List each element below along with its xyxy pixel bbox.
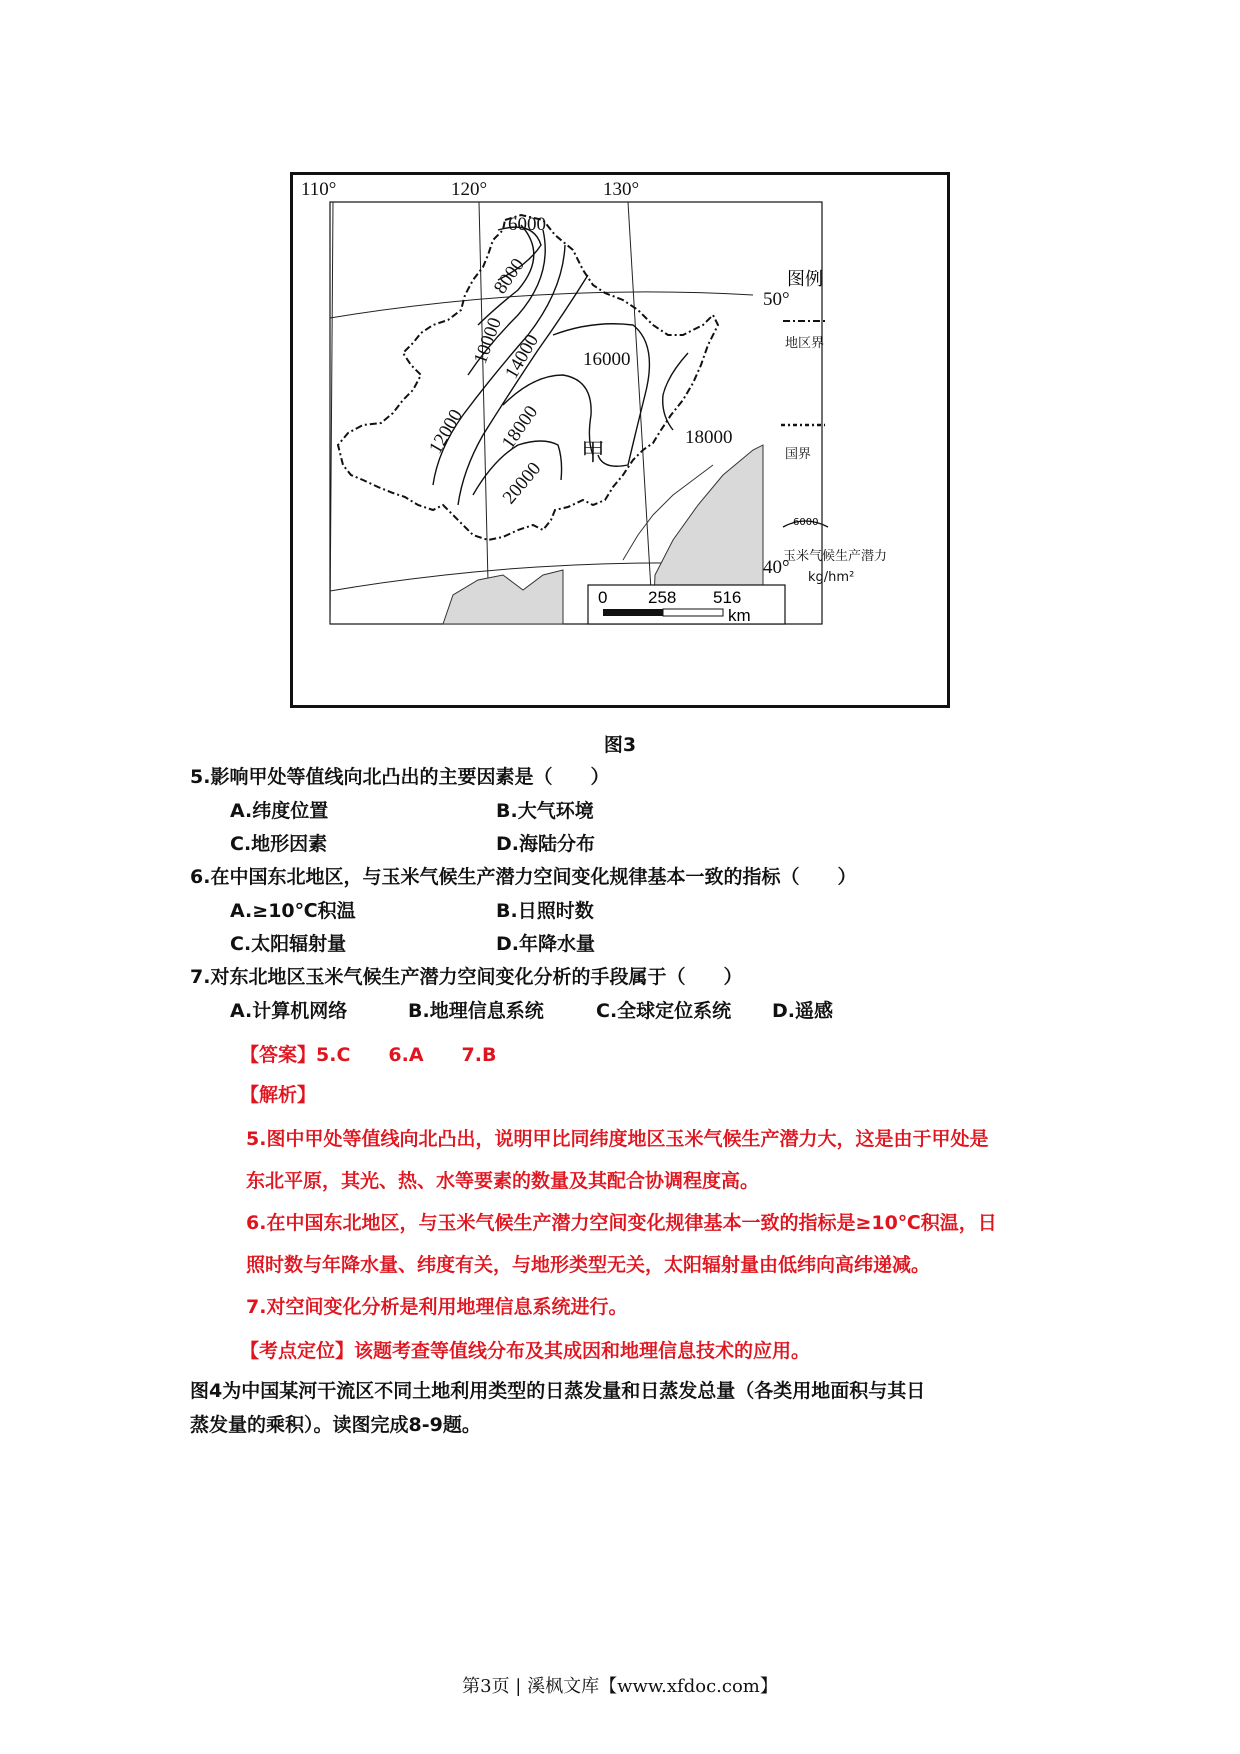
contour-map xyxy=(293,175,947,705)
scale-bar-box xyxy=(588,585,785,624)
question-7-stem: 7.对东北地区玉米气候生产潜力空间变化分析的手段属于（ ） xyxy=(190,966,743,988)
question-5-option-a: A.纬度位置 xyxy=(230,800,329,822)
contour-label-12000: 12000 xyxy=(425,405,468,458)
question-6-option-a: A.≥10℃积温 xyxy=(230,900,356,922)
question-6-stem: 6.在中国东北地区，与玉米气候生产潜力空间变化规律基本一致的指标（ ） xyxy=(190,866,857,888)
contour-18000-east xyxy=(663,353,688,430)
contour-lines xyxy=(433,225,688,505)
key-point: 【考点定位】该题考查等值线分布及其成因和地理信息技术的应用。 xyxy=(240,1340,811,1362)
bohai-sea xyxy=(443,570,563,624)
scale-tick-258: 258 xyxy=(648,588,677,607)
point-jia-label: 甲 xyxy=(581,440,605,466)
legend-title: 图例 xyxy=(787,269,823,290)
contour-label-14000: 14000 xyxy=(501,330,544,383)
lat-label-50: 50° xyxy=(763,289,790,310)
question-5-option-b: B.大气环境 xyxy=(496,800,594,822)
legend-contour-name: 玉米气候生产潜力 xyxy=(783,549,888,564)
figure-3-frame xyxy=(290,172,950,708)
contour-label-18000: 18000 xyxy=(497,401,543,453)
question-7-option-d: D.遥感 xyxy=(772,1000,833,1022)
figure-caption: 图3 xyxy=(603,734,637,756)
analysis-line-3: 6.在中国东北地区，与玉米气候生产潜力空间变化规律基本一致的指标是≥10℃积温，日 xyxy=(246,1212,997,1234)
contour-label-16000: 16000 xyxy=(583,349,631,370)
analysis-line-4: 照时数与年降水量、纬度有关，与地形类型无关，太阳辐射量由低纬向高纬递减。 xyxy=(246,1254,931,1276)
question-7-option-b: B.地理信息系统 xyxy=(408,1000,544,1022)
question-7-option-c: C.全球定位系统 xyxy=(596,1000,732,1022)
analysis-line-5: 7.对空间变化分析是利用地理信息系统进行。 xyxy=(246,1296,628,1318)
analysis-label: 【解析】 xyxy=(240,1084,317,1106)
lon-label-120: 120° xyxy=(451,179,488,200)
legend-contour-sample: 6000 xyxy=(793,517,819,528)
intro-line-2: 蒸发量的乘积）。读图完成8-9题。 xyxy=(190,1414,481,1436)
contour-label-6000: 6000 xyxy=(508,214,546,235)
scale-unit: km xyxy=(728,606,751,625)
question-5-option-c: C.地形因素 xyxy=(230,833,328,855)
contour-label-18000-east: 18000 xyxy=(685,427,733,448)
question-6-option-b: B.日照时数 xyxy=(496,900,594,922)
analysis-line-2: 东北平原，其光、热、水等要素的数量及其配合协调程度高。 xyxy=(246,1170,760,1192)
question-6-option-d: D.年降水量 xyxy=(496,933,595,955)
question-5-stem: 5.影响甲处等值线向北凸出的主要因素是（ ） xyxy=(190,766,610,788)
question-5-option-d: D.海陆分布 xyxy=(496,833,595,855)
contour-label-10000: 10000 xyxy=(469,314,506,367)
lat-label-40: 40° xyxy=(763,557,790,578)
scale-tick-0: 0 xyxy=(598,588,608,607)
lat-50-line xyxy=(330,292,753,318)
lon-label-130: 130° xyxy=(603,179,640,200)
legend-contour-unit: kg/hm² xyxy=(808,570,855,585)
contour-label-20000: 20000 xyxy=(498,458,546,509)
answer-label: 【答案】5.C 6.A 7.B xyxy=(240,1044,497,1066)
lon-label-110: 110° xyxy=(301,179,337,200)
legend-national-border-label: 国界 xyxy=(785,447,812,462)
question-6-option-c: C.太阳辐射量 xyxy=(230,933,347,955)
contour-label-8000: 8000 xyxy=(489,254,529,298)
intro-line-1: 图4为中国某河干流区不同土地利用类型的日蒸发量和日蒸发总量（各类用地面积与其日 xyxy=(190,1380,926,1402)
page-footer: 第3页 | 溪枫文库【www.xfdoc.com】 xyxy=(462,1676,778,1697)
scale-segment-black xyxy=(603,609,663,616)
legend-regional-boundary-label: 地区界 xyxy=(785,336,825,351)
analysis-line-1: 5.图中甲处等值线向北凸出，说明甲比同纬度地区玉米气候生产潜力大，这是由于甲处是 xyxy=(246,1128,989,1150)
scale-tick-516: 516 xyxy=(713,588,742,607)
scale-segment-white xyxy=(663,609,723,616)
question-7-option-a: A.计算机网络 xyxy=(230,1000,348,1022)
